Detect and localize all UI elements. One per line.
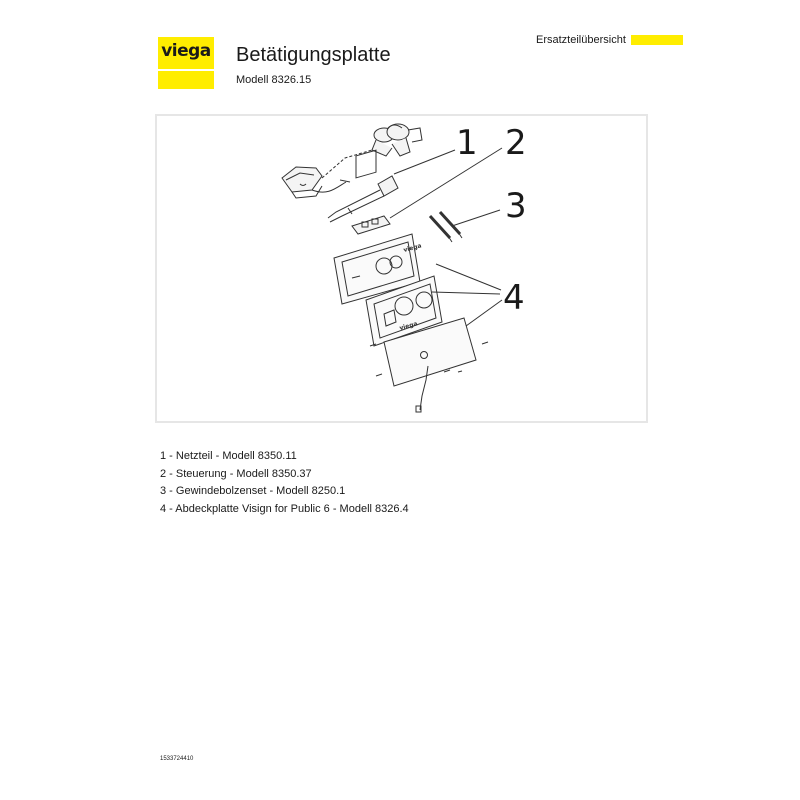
callout-2: 2 <box>505 123 527 163</box>
parts-list-item: 1 - Netzteil - Modell 8350.11 <box>160 450 297 462</box>
parts-list-item: 3 - Gewindebolzenset - Modell 8250.1 <box>160 485 346 497</box>
power-supply-part <box>282 124 422 198</box>
threaded-bolt-set-part <box>430 212 462 242</box>
parts-list-item: 2 - Steuerung - Modell 8350.37 <box>160 467 312 480</box>
parts-list <box>160 448 409 518</box>
callout-1: 1 <box>456 123 478 163</box>
parts-list-item: 4 - Abdeckplatte Visign for Public 6 - Modell 8326.4 <box>160 502 409 515</box>
document-number: 1533724410 <box>160 756 194 762</box>
logo-wordmark: viega <box>161 41 211 61</box>
plate-logo-front: viega <box>398 320 419 332</box>
callout-3: 3 <box>505 186 527 226</box>
page-title: Betätigungsplatte <box>236 44 391 66</box>
plate-logo-back: viega <box>402 242 423 254</box>
document-type-label: Ersatzteilübersicht <box>536 34 626 46</box>
control-unit-part <box>328 176 398 234</box>
model-number: Modell 8326.15 <box>236 74 312 86</box>
callout-4: 4 <box>503 278 525 318</box>
